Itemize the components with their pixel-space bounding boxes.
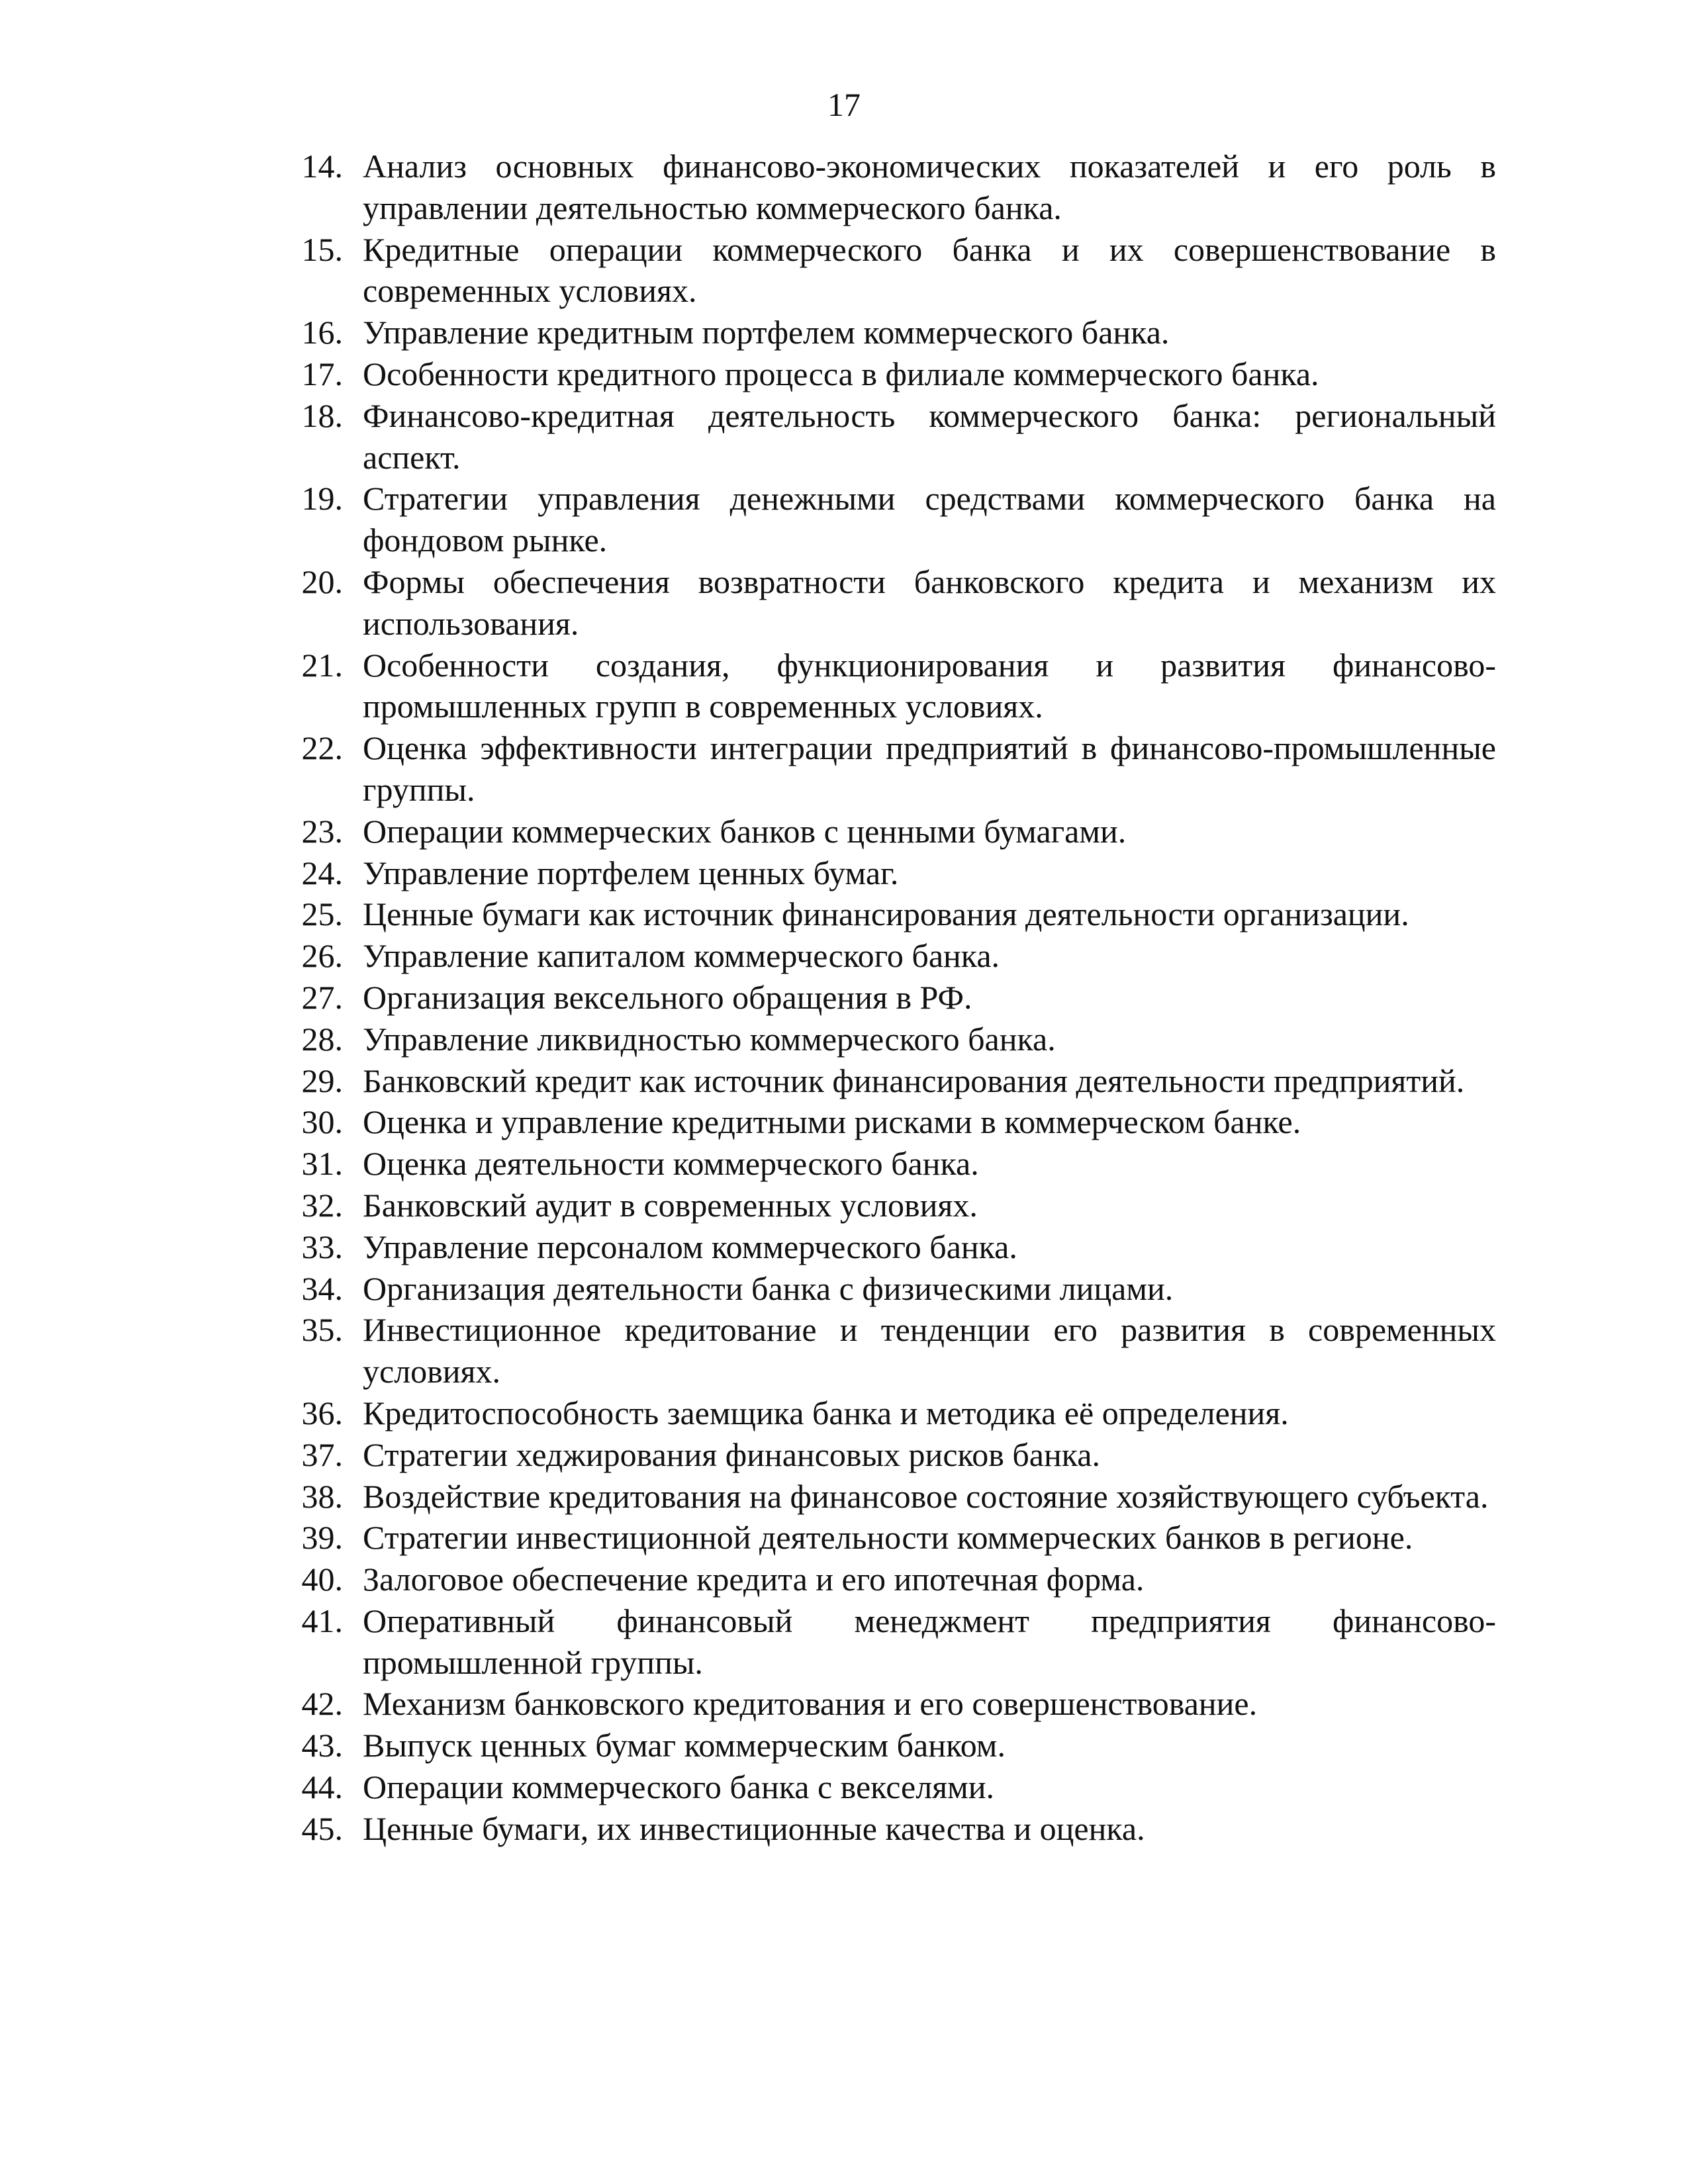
list-item [285, 1060, 1496, 1102]
item-text: Управление ликвидностью коммерческого банка. [363, 1020, 1056, 1058]
item-number: 39. [301, 1519, 343, 1557]
list-item [285, 727, 1496, 811]
item-number: 37. [301, 1435, 343, 1473]
list-item [285, 478, 1496, 561]
list-item [285, 1725, 1496, 1766]
item-number: 43. [301, 1727, 343, 1764]
item-number: 22. [301, 729, 343, 767]
item-number: 34. [301, 1269, 343, 1307]
item-number: 14. [301, 148, 343, 185]
list-item [285, 1226, 1496, 1268]
item-text: Стратегии хеджирования финансовых рисков банка. [363, 1435, 1100, 1473]
list-item [285, 1309, 1496, 1392]
item-number: 16. [301, 314, 343, 351]
list-item [285, 229, 1496, 312]
item-text: Выпуск ценных бумаг коммерческим банком. [363, 1727, 1006, 1764]
list-item [285, 645, 1496, 728]
list-item [285, 1434, 1496, 1476]
item-text: Кредитные операции коммерческого банка и их совершенствование в современных условиях. [363, 230, 1496, 310]
item-number: 21. [301, 646, 343, 684]
item-number: 33. [301, 1228, 343, 1265]
item-text: Банковский аудит в современных условиях. [363, 1186, 978, 1224]
item-text: Банковский кредит как источник финансирования деятельности предприятий. [363, 1062, 1465, 1099]
topic-list [285, 146, 1496, 1850]
item-text: Операции коммерческих банков с ценными бумагами. [363, 812, 1127, 850]
list-item [285, 893, 1496, 935]
item-number: 42. [301, 1685, 343, 1723]
page-number: 17 [827, 86, 861, 123]
item-number: 15. [301, 230, 343, 268]
item-text: Кредитоспособность заемщика банка и методика её определения. [363, 1394, 1289, 1432]
list-item [285, 353, 1496, 395]
list-item [285, 1476, 1496, 1518]
list-item [285, 1392, 1496, 1434]
list-item [285, 1143, 1496, 1185]
list-item [285, 1185, 1496, 1226]
list-item [285, 935, 1496, 977]
list-item [285, 312, 1496, 353]
item-text: Анализ основных финансово-экономических показателей и его роль в управлении деятельностью коммерческого банка. [363, 148, 1496, 226]
item-text: Управление кредитным портфелем коммерческого банка. [363, 314, 1170, 351]
item-text: Ценные бумаги, их инвестиционные качества и оценка. [363, 1809, 1145, 1847]
list-item [285, 1268, 1496, 1310]
item-number: 23. [301, 812, 343, 850]
item-number: 41. [301, 1602, 343, 1639]
list-item [285, 1559, 1496, 1600]
item-text: Организация деятельности банка с физическими лицами. [363, 1269, 1174, 1307]
item-number: 38. [301, 1477, 343, 1515]
item-number: 24. [301, 854, 343, 891]
item-text: Стратегии управления денежными средствами коммерческого банка на фондовом рынке. [363, 480, 1496, 559]
list-item [285, 395, 1496, 478]
item-number: 27. [301, 978, 343, 1016]
list-item [285, 977, 1496, 1019]
list-item [285, 1600, 1496, 1684]
list-item [285, 561, 1496, 645]
item-number: 32. [301, 1186, 343, 1224]
item-text: Ценные бумаги как источник финансирования деятельности организации. [363, 895, 1409, 933]
item-text: Инвестиционное кредитование и тенденции его развития в современных условиях. [363, 1311, 1496, 1390]
list-item [285, 852, 1496, 894]
list-item [285, 811, 1496, 852]
item-text: Формы обеспечения возвратности банковского кредита и механизм их использования. [363, 563, 1496, 642]
item-number: 45. [301, 1809, 343, 1847]
item-text: Особенности создания, функционирования и развития финансово-промышленных групп в современных условиях. [363, 646, 1496, 725]
list-item [285, 1101, 1496, 1143]
item-text: Воздействие кредитования на финансовое состояние хозяйствующего субъекта. [363, 1477, 1489, 1515]
item-text: Оценка эффективности интеграции предприятий в финансово-промышленные группы. [363, 729, 1496, 808]
item-text: Управление персоналом коммерческого банка. [363, 1228, 1017, 1265]
item-text: Управление капиталом коммерческого банка. [363, 937, 1000, 975]
item-text: Операции коммерческого банка с векселями. [363, 1768, 995, 1806]
item-number: 40. [301, 1561, 343, 1598]
item-text: Особенности кредитного процесса в филиале коммерческого банка. [363, 355, 1319, 392]
item-text: Оценка и управление кредитными рисками в коммерческом банке. [363, 1103, 1301, 1141]
item-text: Механизм банковского кредитования и его совершенствование. [363, 1685, 1258, 1723]
item-number: 28. [301, 1020, 343, 1058]
list-item [285, 146, 1496, 229]
item-text: Залоговое обеспечение кредита и его ипотечная форма. [363, 1561, 1145, 1598]
item-number: 18. [301, 396, 343, 434]
item-text: Оперативный финансовый менеджмент предприятия финансово-промышленной группы. [363, 1602, 1496, 1681]
item-text: Управление портфелем ценных бумаг. [363, 854, 899, 891]
item-number: 44. [301, 1768, 343, 1806]
item-number: 29. [301, 1062, 343, 1099]
item-number: 30. [301, 1103, 343, 1141]
list-item [285, 1019, 1496, 1060]
item-number: 36. [301, 1394, 343, 1432]
item-text: Оценка деятельности коммерческого банка. [363, 1145, 979, 1183]
list-item [285, 1808, 1496, 1850]
item-number: 35. [301, 1311, 343, 1349]
item-text: Финансово-кредитная деятельность коммерческого банка: региональный аспект. [363, 396, 1496, 476]
list-item [285, 1683, 1496, 1725]
item-number: 25. [301, 895, 343, 933]
item-number: 31. [301, 1145, 343, 1183]
item-text: Организация вексельного обращения в РФ. [363, 978, 972, 1016]
item-number: 26. [301, 937, 343, 975]
item-number: 20. [301, 563, 343, 600]
list-item [285, 1517, 1496, 1559]
item-text: Стратегии инвестиционной деятельности коммерческих банков в регионе. [363, 1519, 1413, 1557]
item-number: 19. [301, 480, 343, 518]
item-number: 17. [301, 355, 343, 392]
list-item [285, 1766, 1496, 1808]
